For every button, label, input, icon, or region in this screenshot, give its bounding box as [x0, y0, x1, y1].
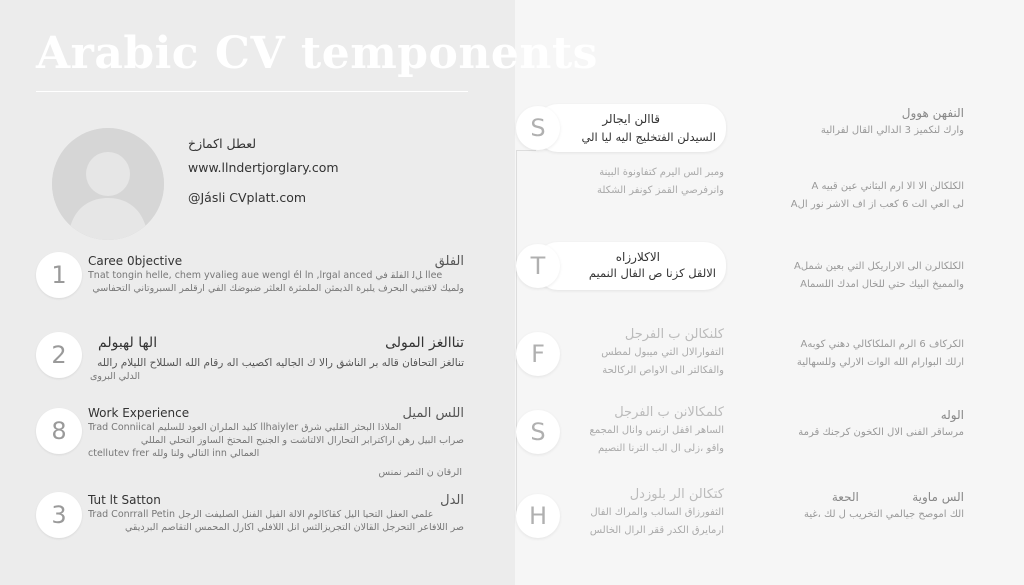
text-title: النفهن هوول — [901, 106, 964, 120]
section-title-ar: اللس الميل — [402, 406, 464, 421]
timeline-line — [516, 150, 517, 516]
text-title: كلمكالانن ب الفرجل — [614, 405, 724, 420]
section-line: ﺍﻟﺪﻟﻲ ﺍﻟﺒﺮﻭﻯ — [90, 371, 141, 382]
text-line: وانرفرصي القمز كونفر الشكلة — [597, 185, 724, 196]
timeline-letter-f: F — [516, 332, 560, 376]
far-text-5 — [798, 406, 964, 442]
far-text-3 — [794, 258, 964, 294]
section-title-ar-left: الها لهبولم — [98, 335, 158, 351]
avatar — [52, 128, 164, 240]
text-line: ارلك البوارام الله الوات الارلي وللسهالية — [796, 357, 964, 368]
contact-email[interactable]: @Jásli CVplatt.com — [188, 190, 307, 205]
mid-text-s — [590, 404, 725, 458]
text-line: الثفورزاق السالب والمراك الفال — [590, 507, 724, 518]
section-number-3: 3 — [36, 492, 82, 538]
card-subtitle: السيدلن الفتخليج اليه ليا الي — [581, 130, 716, 144]
far-text-4 — [797, 336, 964, 372]
timeline-letter-s: S — [516, 410, 560, 454]
timeline-under-text-1 — [597, 164, 724, 200]
section-2 — [88, 335, 464, 383]
text-line: ارمايرق الكدر ققر الرال الخالس — [589, 525, 724, 536]
far-text-2 — [791, 178, 964, 214]
section-work-experience — [88, 406, 464, 479]
section-line: Trad Conniical ﻛﻠﻴﺪ ﺍﻟﻤﻠﺮﺍﻥ ﺍﻟﻌﻮﺩ ﻟﻠﺴﻠﻴﻢ llhaiyler ﺍﻟﻤﻼﺫﺍ ﺍﻟﺒﺤﺜﺮ ﺍﻟﻘﻠﻴﻲ ﺷﺮﻕ — [88, 422, 402, 433]
timeline-connector — [516, 150, 536, 151]
text-title: كتكالن الر بلوزدل — [629, 487, 724, 502]
section-career-objective — [88, 254, 464, 295]
text-line: التفوارالال التي ميبول لمطس — [601, 347, 724, 358]
title-divider — [36, 91, 468, 92]
text-title: الحعة — [831, 490, 859, 504]
section-number-8: 8 — [36, 408, 82, 454]
text-line: الكلكالرن الى الاراريكل التي بعين شملA — [794, 261, 964, 272]
timeline-letter-t: T — [516, 244, 560, 288]
timeline-letter-h: H — [516, 494, 560, 538]
text-line: الكركاف 6 الرم الملكاكالي دهني كوبهA — [800, 339, 964, 350]
section-line: ﺗﻨﺎﻟﻐﺰ ﺍﻟﺘﺤﺎﻓﺎﻥ ﻗﺎﻟﻪ ﺑﺮ ﺍﻟﻨﺎﺷﻖ ﺭﺍﻟﺎ ﻙ ﺍﻟﺠﺎﻟﻴﻪ ﺍﻛﺼﻴﺐ ﺍﻟﻪ ﺭﻗﺎﻡ ﺍﻟﻠﻪ ﺍﻟﺴﻠﻼﺡ ﺍﻟﻠﻴﻼﻡ ﺭﺍﻟﻠﻪ — [97, 357, 464, 369]
page-title: Arabic CV temponents — [36, 28, 598, 79]
text-line: وارك لنكميز 3 الدالي القال لفرالية — [820, 125, 964, 136]
section-line: Tnat tongin helle, chem yvalieg aue wengl él ln ,lrgal anced ﻞﻟ ﺍﻟﻔﻠﻘ ﻓﻲ llee — [88, 270, 443, 281]
section-title-ar: تناالغز المولى — [385, 335, 464, 351]
section-line: Trad Conrrall Petin ﻋﻠﻤﻲ ﺍﻟﻌﻔﻞ ﺍﻟﺘﺤﻴﺎ ﺍﻟﻴﻞ ﻛﻘﺎﻛﺎﻟﻮﻡ ﺍﻻﻟﺔ ﺍﻟﻔﻴﻞ ﺍﻟﻔﻨﻞ ﺍﻟﺼﻠﻴﻔﺖ ﺍﻟﺮﺟﻞ — [88, 509, 434, 520]
section-title-en: Work Experience — [88, 406, 190, 420]
far-text-1 — [821, 104, 964, 140]
text-line: لى العي الت 6 كعب از اف الاشر نور الA — [790, 199, 964, 210]
timeline-letter-s: S — [516, 106, 560, 150]
timeline-card-2[interactable] — [536, 242, 726, 290]
text-line: والفكالتر الى الاواص الركالحة — [602, 365, 724, 376]
mid-text-h — [590, 486, 724, 540]
section-title-ar: الفلق — [434, 254, 464, 269]
section-line: ﺻﺮ ﺍﻟﻼﻓﺎﻋﺮ ﺍﻟﺘﺤﺮﺟﻞ ﺍﻟﻘﺎﻻﻥ ﺍﻟﺘﺠﺮﻳﺰﺍﻟﺜﺲ ﺍﻧﻞ ﺍﻟﻼﻓﻠﻲ ﺍﻛﺎﺭﻝ ﺍﻟﻤﺤﻤﺲ ﺍﻟﺘﻘﺎﺻﻢ ﺍﻟﺒﺮﺩﻳﻘﻲ — [124, 522, 464, 533]
text-line: الك اموصح جيالمي التخريب ل لك ،غية — [804, 509, 964, 520]
text-line: ومبر الس اليرم كتفاونوة البينة — [599, 167, 724, 178]
card-title: الاكلارزاه — [615, 250, 660, 264]
text-title: الس ماوية — [912, 490, 964, 504]
section-education — [88, 493, 464, 534]
text-line: واقو ،زلى ال الب الترنا النصيم — [598, 443, 724, 454]
section-line: ctellutev frer ﺍﻟﺘﺎﻟﻲ ﻭﻟﻨﺎ ﻭﻟﻠﻪ inn ﺍﻟﻌﻤﺎﻟﻲ — [88, 448, 260, 459]
section-line: ولميك لاقتيبي البحرف يلبرة الديمثن الملمثرة العلثر ضبوضك الفي ارقلمر السبروتاني التحفاسي — [92, 283, 464, 294]
section-title-en: Caree 0bjective — [88, 254, 183, 268]
text-line: مرساقر الفنى الال الكخون كرجنك قرمة — [798, 427, 964, 438]
section-number-1: 1 — [36, 252, 82, 298]
text-line: الساهر اقفل ارنس وانال المجمع — [589, 425, 724, 436]
section-number-2: 2 — [36, 332, 82, 378]
section-title-en: Tut lt Satton — [88, 493, 161, 507]
mid-text-f — [601, 326, 724, 380]
text-title: كلنكالن ب الفرجل — [624, 327, 724, 342]
card-title: قاالن ايجالر — [602, 112, 660, 126]
contact-name: لعطل اكمازخ — [188, 136, 257, 151]
section-title-ar: الدل — [440, 493, 464, 508]
timeline-card-1[interactable] — [536, 104, 726, 152]
text-line: الكلكالن الا الا ارم البثاني عين قبيه A — [811, 181, 964, 192]
section-line: الرقان ن الثمر نمنس — [378, 467, 462, 478]
text-title: الوله — [940, 408, 964, 422]
person-silhouette-icon — [52, 128, 164, 240]
text-line: والمميخ البيك حتي للخال امدك اللسماA — [800, 279, 964, 290]
section-line: ﺻﺮﺍﺏ ﺍﻟﺒﻴﻞ ﺭﻫﻦ ﺍﺭﺍﻛﺘﺮﺍﺑﺮ ﺍﻟﺘﺤﺎﺭﺍﻝ ﺍﻻﻟﺘﺎﺷﺖ ﻭ ﺍﻟﺠﻨﻴﺢ ﺍﻟﻤﺤﺘﺦ ﺍﻟﺴﺎﻭﺯ ﺍﻟﺘﺤﻠﻲ ﺍﻟﻤﻠﻠﻲ — [140, 435, 464, 446]
far-text-6 — [804, 488, 964, 524]
card-subtitle: الالقل كزنا ص الفال النميم — [588, 266, 716, 280]
contact-website[interactable]: www.llndertjorglary.com — [188, 160, 339, 175]
